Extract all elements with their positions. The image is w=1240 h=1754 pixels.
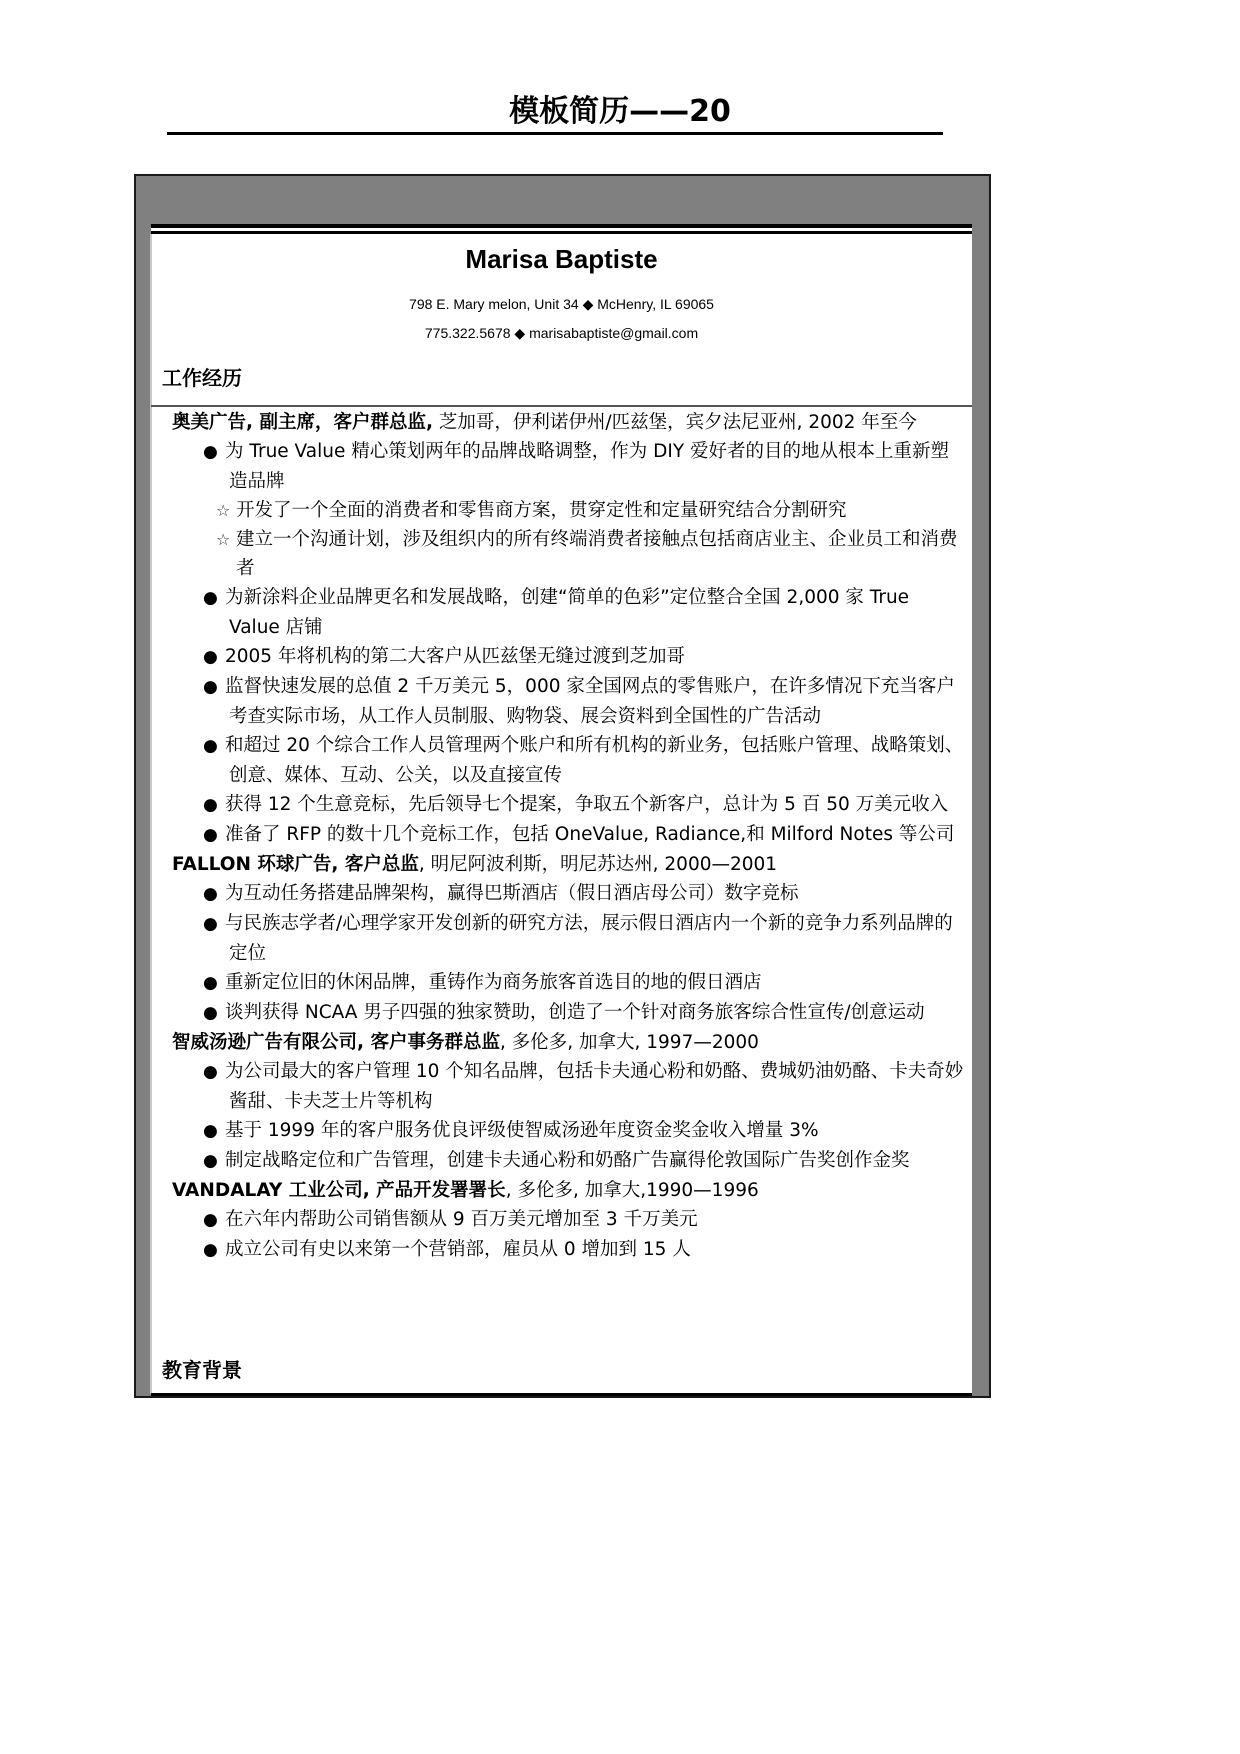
job-header [151, 1176, 972, 1205]
bullet-text: 重新定位旧的休闲品牌，重铸作为商务旅客首选目的地的假日酒店 [225, 972, 762, 993]
bullet-icon: ● [203, 1210, 218, 1230]
section-divider [151, 405, 972, 407]
bullet-text: 为互动任务搭建品牌架构，赢得巴斯酒店（假日酒店母公司）数字竞标 [225, 883, 799, 904]
diamond-icon: ◆ [514, 325, 526, 341]
bullet-text: 准备了 RFP 的数十几个竞标工作，包括 OneValue, Radiance,和 Milford Notes 等公司 [225, 824, 955, 845]
header-rule-thin [151, 231, 972, 234]
bullet-text: 获得 12 个生意竞标，先后领导七个提案，争取五个新客户，总计为 5 百 50 万美元收入 [225, 794, 949, 815]
bullet-text: 为公司最大的客户管理 10 个知名品牌，包括卡夫通心粉和奶酪、费城奶油奶酪、卡夫奇妙酱甜、卡夫芝士片等机构 [225, 1061, 964, 1112]
phone: 775.322.5678 [424, 325, 511, 341]
list-item [151, 1146, 972, 1176]
page-bottom-rule [151, 1393, 972, 1396]
bullet-icon: ● [203, 884, 218, 904]
star-icon: ☆ [216, 501, 231, 520]
list-item [151, 909, 972, 968]
bullet-icon: ● [203, 973, 218, 993]
job-header [151, 408, 972, 437]
job-company-role: 奥美广告, 副主席，客户群总监, [172, 412, 433, 433]
list-item [151, 820, 972, 850]
job-bullets [151, 1205, 972, 1265]
list-item [151, 1205, 972, 1235]
job-location-dates: , 多伦多, 加拿大,1990—1996 [505, 1180, 759, 1201]
bullet-text: 2005 年将机构的第二大客户从匹兹堡无缝过渡到芝加哥 [225, 646, 685, 667]
bullet-icon: ● [203, 647, 218, 667]
bullet-text: 成立公司有史以来第一个营销部，雇员从 0 增加到 15 人 [225, 1239, 691, 1260]
sub-bullet-text: 建立一个沟通计划，涉及组织内的所有终端消费者接触点包括商店业主、企业员工和消费者 [236, 529, 958, 579]
document-title: 模板简历——20 [509, 94, 731, 129]
section-title-work: 工作经历 [162, 366, 242, 390]
bullet-icon: ● [203, 1003, 218, 1023]
section-title-education: 教育背景 [162, 1358, 242, 1382]
list-item [151, 968, 972, 998]
email[interactable]: marisabaptiste@gmail.com [529, 325, 699, 341]
list-item [151, 1116, 972, 1146]
bullet-icon: ● [203, 1062, 218, 1082]
bullet-icon: ● [203, 736, 218, 756]
job-location-dates: , 明尼阿波利斯，明尼苏达州, 2000—2001 [418, 854, 778, 875]
header-rule-thick [151, 224, 972, 228]
sub-bullet-text: 开发了一个全面的消费者和零售商方案，贯穿定性和定量研究结合分割研究 [236, 500, 847, 521]
job-header [151, 1028, 972, 1057]
bullet-icon: ● [203, 1121, 218, 1141]
bullet-text: 监督快速发展的总值 2 千万美元 5，000 家全国网点的零售账户，在许多情况下充当客户考查实际市场，从工作人员制服、购物袋、展会资料到全国性的广告活动 [225, 676, 955, 727]
bullet-icon: ● [203, 1240, 218, 1260]
bullet-text: 和超过 20 个综合工作人员管理两个账户和所有机构的新业务，包括账户管理、战略策划、创意、媒体、互动、公关，以及直接宣传 [225, 735, 964, 786]
bullet-text: 基于 1999 年的客户服务优良评级使智威汤逊年度资金奖金收入增量 3% [225, 1120, 819, 1141]
list-item [151, 642, 972, 672]
bullet-icon: ● [203, 442, 218, 462]
work-experience [151, 408, 972, 1265]
sub-list-item [151, 525, 972, 583]
bullet-text: 在六年内帮助公司销售额从 9 百万美元增加至 3 千万美元 [225, 1209, 698, 1230]
sub-list-item [151, 496, 972, 525]
job-company-role: 智威汤逊广告有限公司, 客户事务群总监 [172, 1032, 500, 1053]
job-location-dates: , 多伦多, 加拿大, 1997—2000 [499, 1032, 759, 1053]
title-underline [167, 132, 943, 135]
job-bullets [151, 437, 972, 850]
job-header [151, 850, 972, 879]
bullet-icon: ● [203, 914, 218, 934]
contact-address-line [151, 294, 972, 314]
bullet-text: 谈判获得 NCAA 男子四强的独家赞助，创造了一个针对商务旅客综合性宣传/创意运动 [225, 1002, 925, 1023]
list-item [151, 583, 972, 642]
bullet-text: 与民族志学者/心理学家开发创新的研究方法，展示假日酒店内一个新的竞争力系列品牌的定位 [225, 913, 953, 964]
list-item [151, 879, 972, 909]
bullet-icon: ● [203, 677, 218, 697]
list-item [151, 998, 972, 1028]
list-item [151, 672, 972, 731]
bullet-text: 制定战略定位和广告管理，创建卡夫通心粉和奶酪广告赢得伦敦国际广告奖创作金奖 [225, 1150, 910, 1171]
candidate-name: Marisa Baptiste [465, 244, 658, 274]
list-item [151, 790, 972, 820]
contact-phone-email-line [151, 323, 972, 343]
bullet-icon: ● [203, 1151, 218, 1171]
bullet-text: 为新涂料企业品牌更名和发展战略，创建“简单的色彩”定位整合全国 2,000 家 True Value 店铺 [225, 587, 910, 638]
bullet-icon: ● [203, 825, 218, 845]
job-bullets [151, 1057, 972, 1176]
job-bullets [151, 879, 972, 1028]
list-item [151, 1235, 972, 1265]
list-item [151, 437, 972, 496]
star-icon: ☆ [216, 530, 231, 549]
list-item [151, 1057, 972, 1116]
address: 798 E. Mary melon, Unit 34 [409, 296, 579, 312]
bullet-icon: ● [203, 588, 218, 608]
job-company-role: VANDALAY 工业公司, 产品开发署署长 [172, 1180, 506, 1201]
job-company-role: FALLON 环球广告, 客户总监 [172, 854, 419, 875]
job-location-dates: 芝加哥，伊利诺伊州/匹兹堡，宾夕法尼亚州, 2002 年至今 [433, 412, 917, 433]
bullet-text: 为 True Value 精心策划两年的品牌战略调整，作为 DIY 爱好者的目的地从根本上重新塑造品牌 [225, 441, 950, 492]
city: McHenry, IL 69065 [597, 296, 714, 312]
diamond-icon: ◆ [582, 296, 594, 312]
bullet-icon: ● [203, 795, 218, 815]
list-item [151, 731, 972, 790]
